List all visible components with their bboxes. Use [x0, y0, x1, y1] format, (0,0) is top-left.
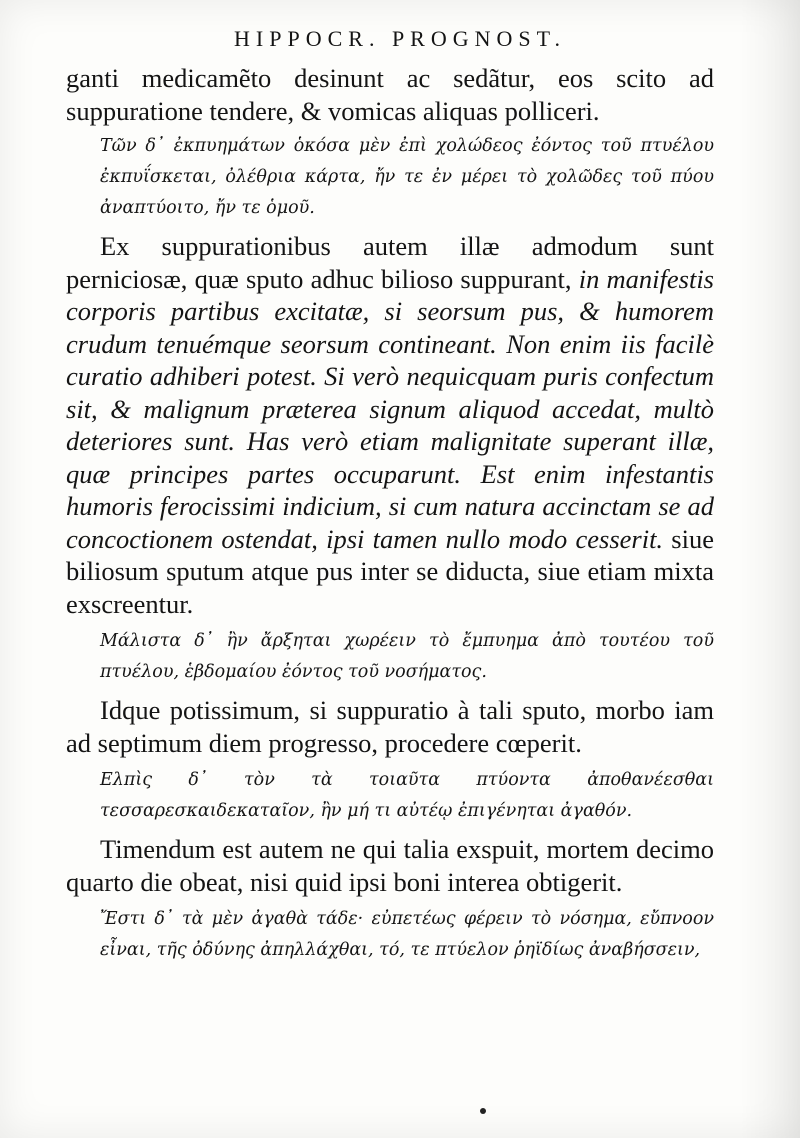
- latin-paragraph-2-roman-b: siue biliosum sputum atque pus inter se diducta, siue etiam mixta exscreentur.: [66, 523, 714, 619]
- greek-paragraph-1: Τῶν δ᾽ ἐκπυημάτων ὁκόσα μὲν ἐπὶ χολώδεος ἐόντος τοῦ πτυέλου ἐκπυΐσκεται, ὀλέθρια κάρτα, ἤν τε ἐν μέρει τὸ χολῶδες τοῦ πύου ἀναπτύοιτο, ἤν τε ὁμοῦ.: [100, 136, 714, 218]
- page-gutter-shade: [740, 0, 800, 1138]
- latin-paragraph-2: [66, 230, 714, 620]
- latin-paragraph-4: Timendum est autem ne qui talia exspuit, mortem decimo quarto die obeat, nisi quid ipsi boni interea obtigerit.: [66, 834, 714, 897]
- greek-paragraph-2: Μάλιστα δ᾽ ἢν ἄρξηται χωρέειν τὸ ἔμπυημα ἀπὸ τουτέου τοῦ πτυέλου, ἑβδομαίου ἐόντος τοῦ νοσήματος.: [100, 631, 714, 682]
- latin-paragraph-2-roman-a: Ex suppurationibus autem illæ admodum sunt perniciosæ, quæ sputo adhuc bilioso suppurant,: [66, 231, 714, 294]
- ink-dot: [480, 1108, 486, 1114]
- text-block: [66, 62, 714, 972]
- greek-paragraph-3: Ελπὶς δ᾽ τὸν τὰ τοιαῦτα πτύοντα ἀποθανέεσθαι τεσσαρεσκαιδεκαταῖον, ἢν μή τι αὐτέῳ ἐπιγένηται ἀγαθόν.: [100, 770, 714, 821]
- latin-paragraph-1: ganti medicamẽto desinunt ac sedãtur, eos scito ad suppuratione tendere, & vomicas aliquas polliceri.: [66, 63, 714, 126]
- latin-paragraph-3: Idque potissimum, si suppuratio à tali sputo, morbo iam ad septimum diem progresso, procedere cœperit.: [66, 695, 714, 758]
- latin-paragraph-2-italic: in manifestis corporis partibus excitatæ, si seorsum pus, & humorem crudum tenuémque seorsum contineant. Non enim iis facilè curatio adhiberi potest. Si verò nequicquam puris confectum sit, & malignum præterea signum aliquod accedat, multò deteriores sunt. Has verò etiam malignitate superant illæ, quæ principes partes occuparunt. Est enim infestantis humoris ferocissimi indicium, si cum natura accinctam se ad concoctionem ostendat, ipsi tamen nullo modo cesserit.: [66, 263, 714, 554]
- running-head: HIPPOCR. PROGNOST.: [234, 26, 566, 51]
- greek-paragraph-4: Ἔστι δ᾽ τὰ μὲν ἀγαθὰ τάδε· εὐπετέως φέρειν τὸ νόσημα, εὔπνοον εἶναι, τῆς ὀδύνης ἀπηλλάχθαι, τό, τε πτύελον ῥηϊδίως ἀναβήσσειν,: [100, 909, 714, 960]
